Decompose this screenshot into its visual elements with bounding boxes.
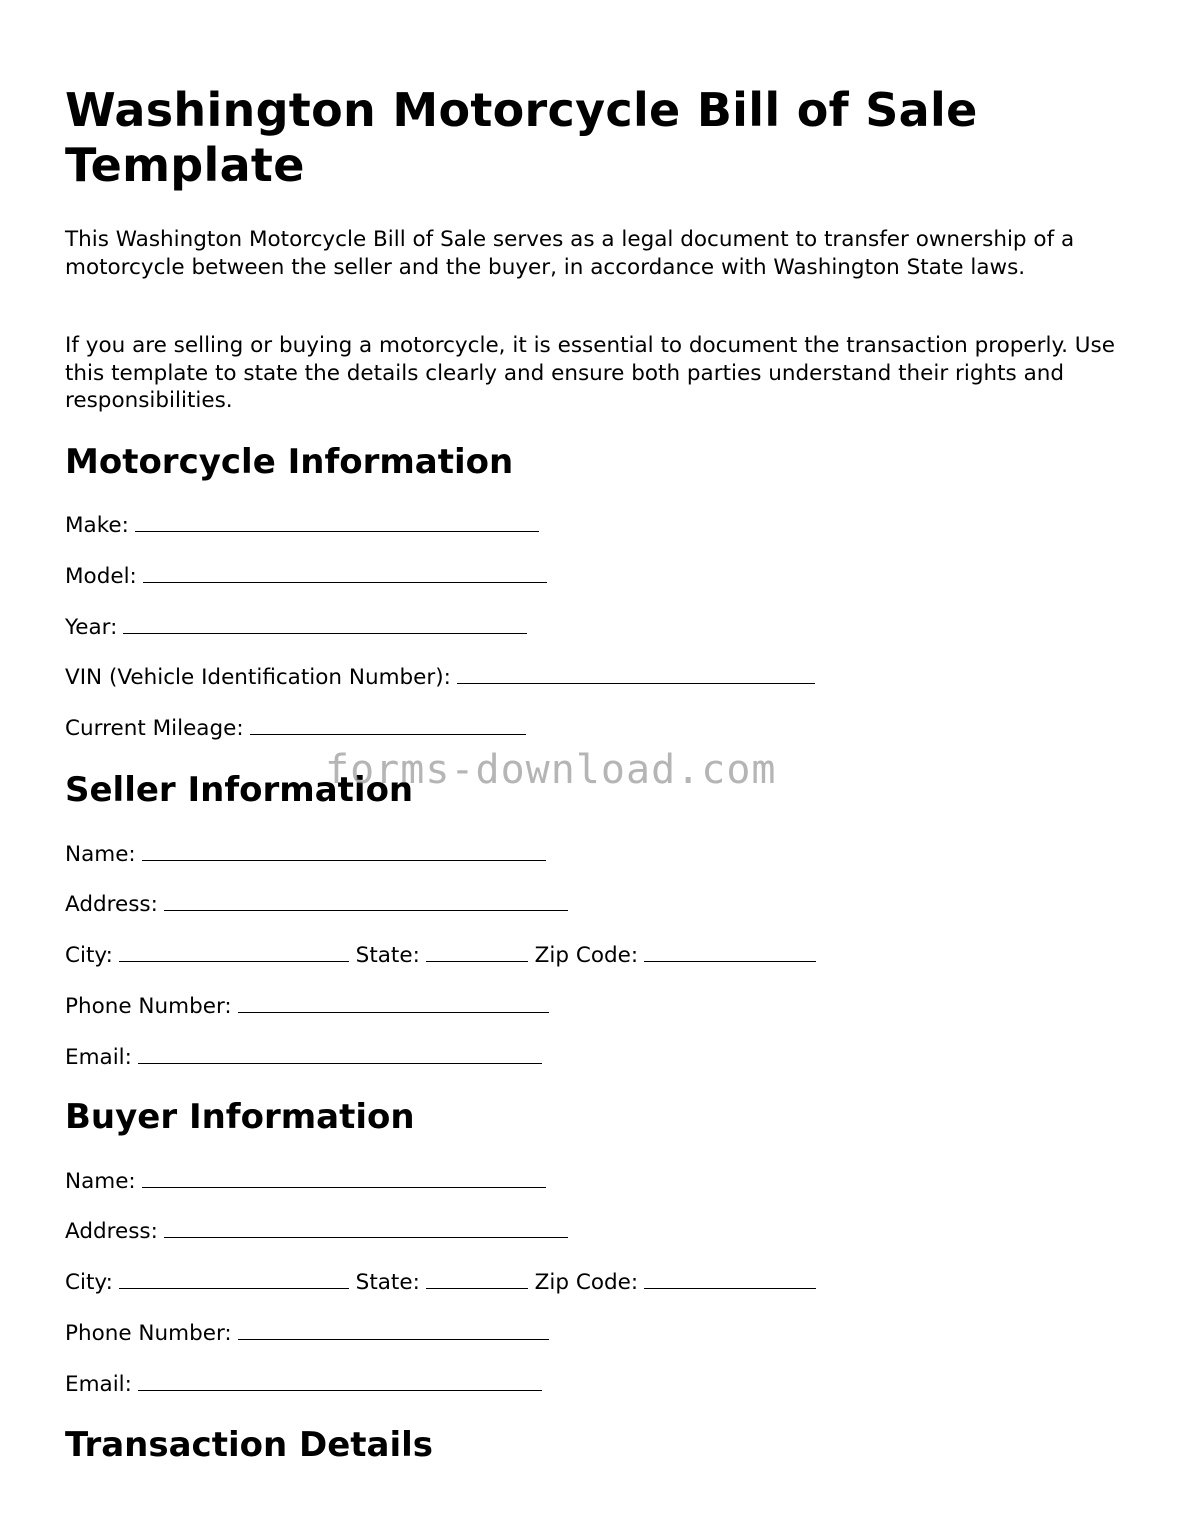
intro-paragraph-2: If you are selling or buying a motorcycle, it is essential to document the transaction properly. Use this template to state the details clearly and ensure both parties understand their rights and responsibilities. — [65, 333, 1115, 413]
buyer-state-label: State: — [355, 1270, 420, 1295]
motorcycle-info-heading: Motorcycle Information — [65, 442, 514, 482]
make-field — [65, 512, 539, 540]
seller-city-blank[interactable] — [119, 943, 349, 962]
vin-field — [65, 664, 815, 692]
make-label: Make: — [65, 513, 129, 538]
buyer-phone-blank[interactable] — [238, 1321, 549, 1340]
seller-zip-label: Zip Code: — [534, 943, 639, 968]
buyer-address-label: Address: — [65, 1219, 158, 1244]
intro-paragraph-1: This Washington Motorcycle Bill of Sale serves as a legal document to transfer ownership of a motorcycle between the seller and the buyer, in accordance with Washington State laws. — [65, 227, 1075, 280]
buyer-location-field — [65, 1269, 816, 1297]
vin-label: VIN (Vehicle Identification Number): — [65, 665, 451, 690]
seller-name-label: Name: — [65, 842, 136, 867]
make-blank[interactable] — [135, 513, 539, 532]
seller-city-label: City: — [65, 943, 113, 968]
buyer-state-blank[interactable] — [426, 1270, 528, 1289]
seller-phone-blank[interactable] — [238, 994, 549, 1013]
seller-email-label: Email: — [65, 1045, 132, 1070]
watermark-text: forms-download.com — [325, 747, 777, 793]
seller-location-field — [65, 942, 816, 970]
seller-name-blank[interactable] — [142, 842, 546, 861]
seller-address-label: Address: — [65, 892, 158, 917]
mileage-label: Current Mileage: — [65, 716, 244, 741]
seller-state-blank[interactable] — [426, 943, 528, 962]
year-label: Year: — [65, 615, 118, 640]
buyer-address-blank[interactable] — [164, 1219, 568, 1238]
seller-email-blank[interactable] — [138, 1045, 542, 1064]
document-title: Washington Motorcycle Bill of Sale Template — [65, 83, 978, 192]
buyer-name-blank[interactable] — [142, 1169, 546, 1188]
seller-state-label: State: — [355, 943, 420, 968]
buyer-address-field — [65, 1218, 568, 1246]
seller-phone-label: Phone Number: — [65, 994, 232, 1019]
transaction-details-heading: Transaction Details — [65, 1425, 434, 1465]
seller-info-heading: Seller Information — [65, 770, 414, 810]
buyer-email-label: Email: — [65, 1372, 132, 1397]
seller-zip-blank[interactable] — [644, 943, 816, 962]
year-field — [65, 614, 527, 642]
buyer-zip-blank[interactable] — [644, 1270, 816, 1289]
mileage-blank[interactable] — [250, 716, 526, 735]
seller-email-field — [65, 1044, 542, 1072]
buyer-name-field — [65, 1168, 546, 1196]
buyer-city-blank[interactable] — [119, 1270, 349, 1289]
seller-address-blank[interactable] — [164, 892, 568, 911]
buyer-name-label: Name: — [65, 1169, 136, 1194]
model-blank[interactable] — [143, 564, 547, 583]
buyer-email-field — [65, 1371, 542, 1399]
buyer-info-heading: Buyer Information — [65, 1097, 415, 1137]
buyer-phone-label: Phone Number: — [65, 1321, 232, 1346]
buyer-zip-label: Zip Code: — [534, 1270, 639, 1295]
seller-phone-field — [65, 993, 549, 1021]
seller-address-field — [65, 891, 568, 919]
model-label: Model: — [65, 564, 137, 589]
year-blank[interactable] — [123, 615, 527, 634]
buyer-phone-field — [65, 1320, 549, 1348]
vin-blank[interactable] — [457, 665, 815, 684]
seller-name-field — [65, 841, 546, 869]
model-field — [65, 563, 547, 591]
buyer-email-blank[interactable] — [138, 1372, 542, 1391]
buyer-city-label: City: — [65, 1270, 113, 1295]
mileage-field — [65, 715, 526, 743]
